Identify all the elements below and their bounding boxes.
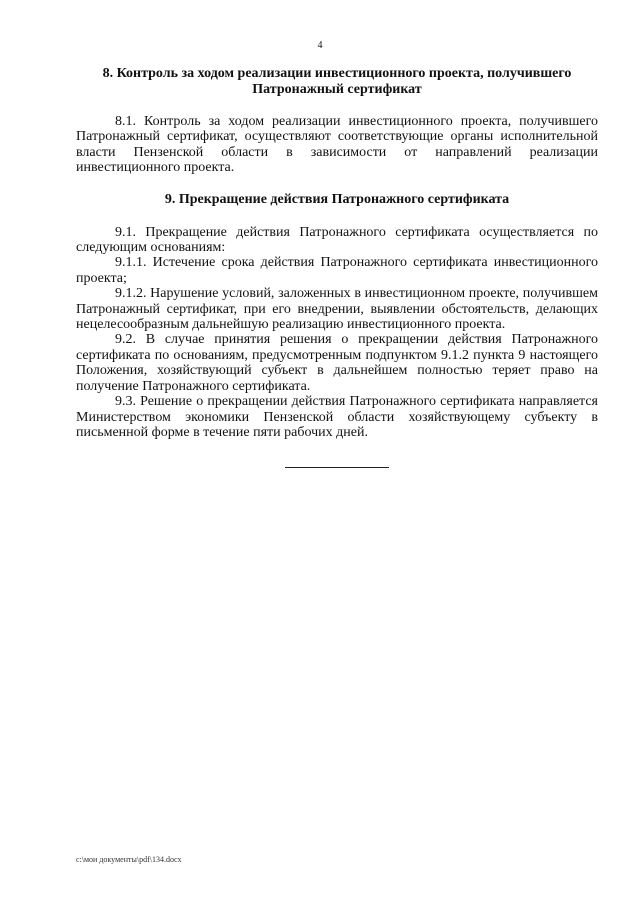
paragraph-9-1-2: 9.1.2. Нарушение условий, заложенных в инвестиционном проекте, получившем Патронажный сертификат, при его внедрении, выявлении обстоятельств, делающих нецелесообразным дальнейшую реализацию инвестиционного проекта. [76,286,598,333]
section-9-heading: 9. Прекращение действия Патронажного сертификата [164,191,510,207]
section-8-heading: 8. Контроль за ходом реализации инвестиционного проекта, получившего Патронажный сертификат [102,66,572,97]
paragraph-9-2: 9.2. В случае принятия решения о прекращении действия Патронажного сертификата по основаниям, предусмотренным подпунктом 9.1.2 пункта 9 настоящего Положения, хозяйствующий субъект в дальнейшем полностью теряет право на получение Патронажного сертификата. [76,332,598,394]
paragraph-9-3: 9.3. Решение о прекращении действия Патронажного сертификата направляется Министерством экономики Пензенской области хозяйствующему субъекту в письменной форме в течение пяти рабочих дней. [76,394,598,440]
document-body [76,66,598,468]
page-number: 4 [317,40,323,51]
paragraph-9-1-1: 9.1.1. Истечение срока действия Патронажного сертификата инвестиционного проекта; [76,255,598,286]
paragraph-9-1: 9.1. Прекращение действия Патронажного сертификата осуществляется по следующим основаниям: [76,224,598,256]
paragraph-8-1: 8.1. Контроль за ходом реализации инвестиционного проекта, получившего Патронажный сертификат, осуществляют соответствующие органы исполнительной власти Пензенской области в зависимости от направлений реализации инвестиционного проекта. [76,114,598,176]
footer-file-path: c:\мои документы\pdf\134.docx [76,855,182,864]
end-separator-line [285,467,389,468]
